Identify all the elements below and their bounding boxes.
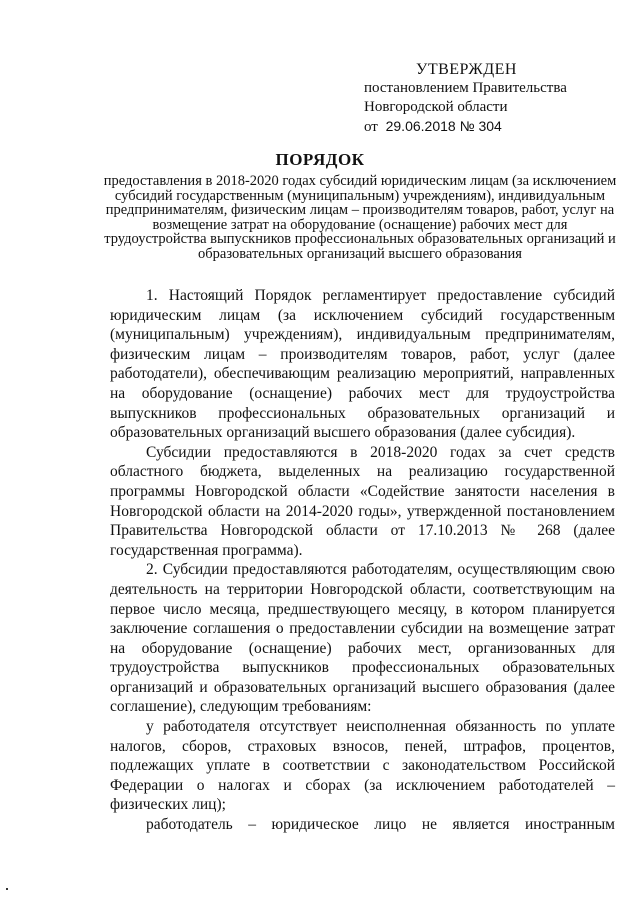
paragraph-3: 2. Субсидии предоставляются работодателям, осуществляющим свою деятельность на территории Новгородской области, соответствующим на первое число месяца, предшествующего месяцу, в котором планируется заключение соглашения о предоставлении субсидии на возмещение затрат на оборудование (оснащение) рабочих мест, организованных для трудоустройства выпускников профессиональных образовательных организаций и образовательных организаций высшего образования (далее соглашение), следующим требованиям: [110, 561, 615, 716]
paragraph-4: у работодателя отсутствует неисполненная обязанность по уплате налогов, сборов, страховых взносов, пеней, штрафов, процентов, подлежащих уплате в соответствии с законодательством Российской Федерации о налогах и сборах (за исключением работодателей – физических лиц); [110, 718, 615, 814]
approval-block [364, 60, 567, 137]
document-body [110, 286, 615, 835]
approval-line-2: Новгородской области [364, 99, 508, 115]
approval-date-line [364, 117, 567, 137]
document-subtitle: предоставления в 2018-2020 годах субсидий юридическим лицам (за исключением субсидий государственным (муниципальным) учреждениям), индивидуальным предпринимателям, физическим лицам – производителям товаров, работ, услуг на возмещение затрат на оборудование (оснащение) рабочих мест для трудоустройства выпускников профессиональных образовательных организаций и образовательных организаций высшего образования [103, 173, 617, 262]
approval-line-1: постановлением Правительства [364, 80, 567, 96]
approval-date-prefix: от [364, 119, 378, 135]
paragraph-2: Субсидии предоставляются в 2018-2020 годах за счет средств областного бюджета, выделенных на реализацию государственной программы Новгородской области «Содействие занятости населения в Новгородской области на 2014-2020 годы», утвержденной постановлением Правительства Новгородской области от 17.10.2013 № 268 (далее государственная программа). [110, 443, 615, 559]
document-title: ПОРЯДОК [275, 150, 365, 169]
scan-mark [6, 888, 8, 890]
paragraph-5: работодатель – юридическое лицо не является иностранным [146, 816, 615, 834]
paragraph-1: 1. Настоящий Порядок регламентирует предоставление субсидий юридическим лицам (за исключением субсидий государственным (муниципальным) учреждениям), индивидуальным предпринимателям, физическим лицам – производителям товаров, работ, услуг (далее работодатели), обеспечивающим реализацию мероприятий, направленных на оборудование (оснащение) рабочих мест для трудоустройства выпускников профессиональных образовательных организаций и образовательных организаций высшего образования (далее субсидия). [110, 287, 615, 442]
approval-title: УТВЕРЖДЕН [416, 61, 517, 78]
approval-date-value: 29.06.2018 № 304 [385, 118, 502, 134]
